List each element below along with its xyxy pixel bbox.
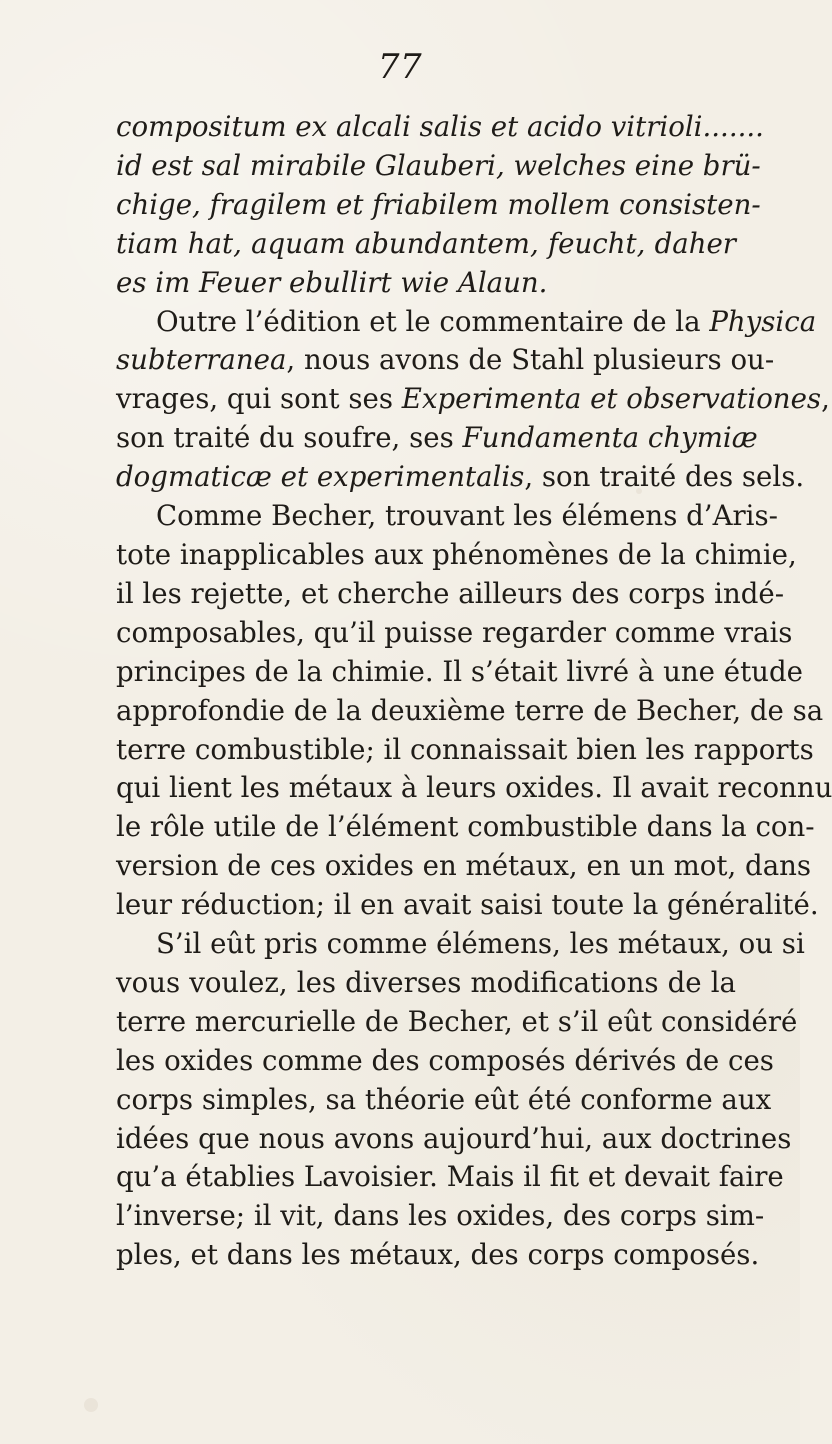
text-segment: , nous avons de Stahl plusieurs ou-	[286, 343, 775, 377]
text-line-22	[116, 925, 805, 964]
text-line-7	[116, 341, 775, 380]
text-line-5	[116, 264, 736, 303]
text-segment: Comme Becher, trouvant les élémens d’Aris-	[156, 499, 778, 533]
latin-text: chige, fragilem et friabilem mollem consisten-	[116, 187, 761, 221]
text-segment: ples, et dans les métaux, des corps composés.	[116, 1238, 760, 1272]
text-segment: Outre l’édition et le commentaire de la	[156, 304, 710, 338]
text-line-8	[116, 380, 830, 419]
text-segment: les oxides comme des composés dérivés de ces	[116, 1043, 774, 1077]
text-line-18	[116, 769, 832, 808]
text-segment: S’il eût pris comme élémens, les métaux, ou si	[156, 927, 805, 961]
text-segment: tote inapplicables aux phénomènes de la chimie,	[116, 537, 797, 571]
text-line-24	[116, 1003, 798, 1042]
text-line-13	[116, 575, 785, 614]
text-segment: qu’a établies Lavoisier. Mais il fit et devait faire	[116, 1160, 784, 1194]
text-line-1	[116, 108, 764, 147]
text-line-23	[116, 964, 736, 1003]
text-segment: son traité du soufre, ses	[116, 421, 463, 455]
text-segment: version de ces oxides en métaux, en un mot, dans	[116, 849, 812, 883]
italic-title: Physica	[709, 304, 817, 338]
text-line-12	[116, 536, 797, 575]
paper-stain	[84, 1398, 98, 1412]
text-segment: approfondie de la deuxième terre de Becher, de sa	[116, 693, 824, 727]
text-segment: idées que nous avons aujourd’hui, aux doctrines	[116, 1121, 792, 1155]
text-line-14	[116, 614, 793, 653]
text-line-10	[116, 458, 805, 497]
text-line-2	[116, 147, 761, 186]
text-segment: vrages, qui sont ses	[116, 382, 402, 416]
text-line-20	[116, 847, 812, 886]
text-line-16	[116, 692, 824, 731]
text-line-11	[116, 497, 778, 536]
text-segment: l’inverse; il vit, dans les oxides, des corps sim-	[116, 1199, 765, 1233]
text-line-29	[116, 1197, 765, 1236]
text-line-26	[116, 1081, 772, 1120]
text-line-25	[116, 1042, 774, 1081]
italic-title: subterranea	[116, 343, 287, 377]
text-line-17	[116, 731, 814, 770]
italic-title: dogmaticæ et experimentalis	[116, 460, 525, 494]
text-line-6	[116, 303, 817, 342]
italic-title: Experimenta et observationes	[401, 382, 822, 416]
latin-text: es im Feuer ebullirt wie Alaun.	[116, 265, 548, 299]
text-line-19	[116, 808, 815, 847]
text-segment: terre combustible; il connaissait bien les rapports	[116, 732, 814, 766]
text-line-21	[116, 886, 819, 925]
body-text	[116, 108, 832, 1275]
text-line-4	[116, 225, 736, 264]
text-segment: leur réduction; il en avait saisi toute la généralité.	[116, 888, 819, 922]
text-line-30	[116, 1236, 760, 1275]
latin-text: id est sal mirabile Glauberi, welches eine brü-	[116, 148, 761, 182]
latin-text: tiam hat, aquam abundantem, feucht, daher	[116, 226, 736, 260]
text-segment: composables, qu’il puisse regarder comme vrais	[116, 615, 793, 649]
text-line-3	[116, 186, 761, 225]
text-segment: le rôle utile de l’élément combustible dans la con-	[116, 810, 815, 844]
text-line-28	[116, 1158, 784, 1197]
page-number: 77	[377, 47, 423, 87]
text-segment: il les rejette, et cherche ailleurs des corps indé-	[116, 576, 785, 610]
text-segment: principes de la chimie. Il s’était livré à une étude	[116, 654, 803, 688]
text-segment: qui lient les métaux à leurs oxides. Il avait reconnu	[116, 771, 832, 805]
text-segment: ,	[821, 382, 830, 416]
text-line-9	[116, 419, 758, 458]
text-segment: terre mercurielle de Becher, et s’il eût considéré	[116, 1004, 798, 1038]
text-segment: vous voulez, les diverses modifications de la	[116, 965, 736, 999]
latin-text: compositum ex alcali salis et acido vitrioli.......	[116, 110, 764, 143]
text-segment: , son traité des sels.	[524, 460, 805, 494]
text-segment: corps simples, sa théorie eût été conforme aux	[116, 1082, 772, 1116]
text-line-15	[116, 653, 803, 692]
italic-title: Fundamenta chymiæ	[462, 421, 758, 455]
text-line-27	[116, 1120, 792, 1159]
